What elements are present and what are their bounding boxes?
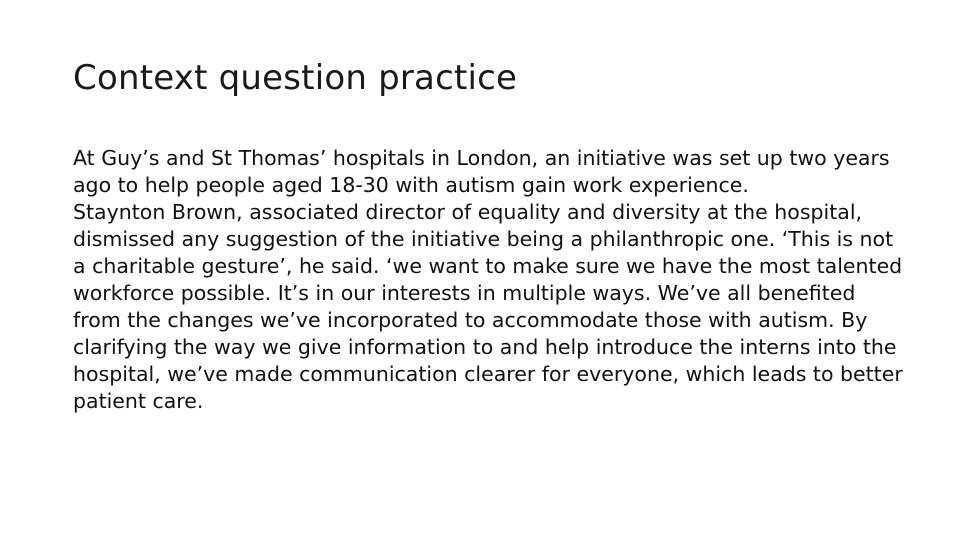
paragraph-quote: Staynton Brown, associated director of equality and diversity at the hospital, dismissed any suggestion of the initiative being a philanthropic one. ‘This is not a charitable gesture’, he said. ‘we want to make sure we have the most talented workforce possible. It’s in our interests in multiple ways. We’ve all benefited from the changes we’ve incorporated to accommodate those with autism. By clarifying the way we give information to and help introduce the interns into the hospital, we’ve made communication clearer for everyone, which leads to better patient care. bbox=[73, 200, 903, 413]
paragraph-initiative: At Guy’s and St Thomas’ hospitals in London, an initiative was set up two years ago to help people aged 18-30 with autism gain work experience. bbox=[73, 146, 890, 197]
slide-body bbox=[73, 145, 903, 415]
slide-title: Context question practice bbox=[73, 58, 518, 98]
